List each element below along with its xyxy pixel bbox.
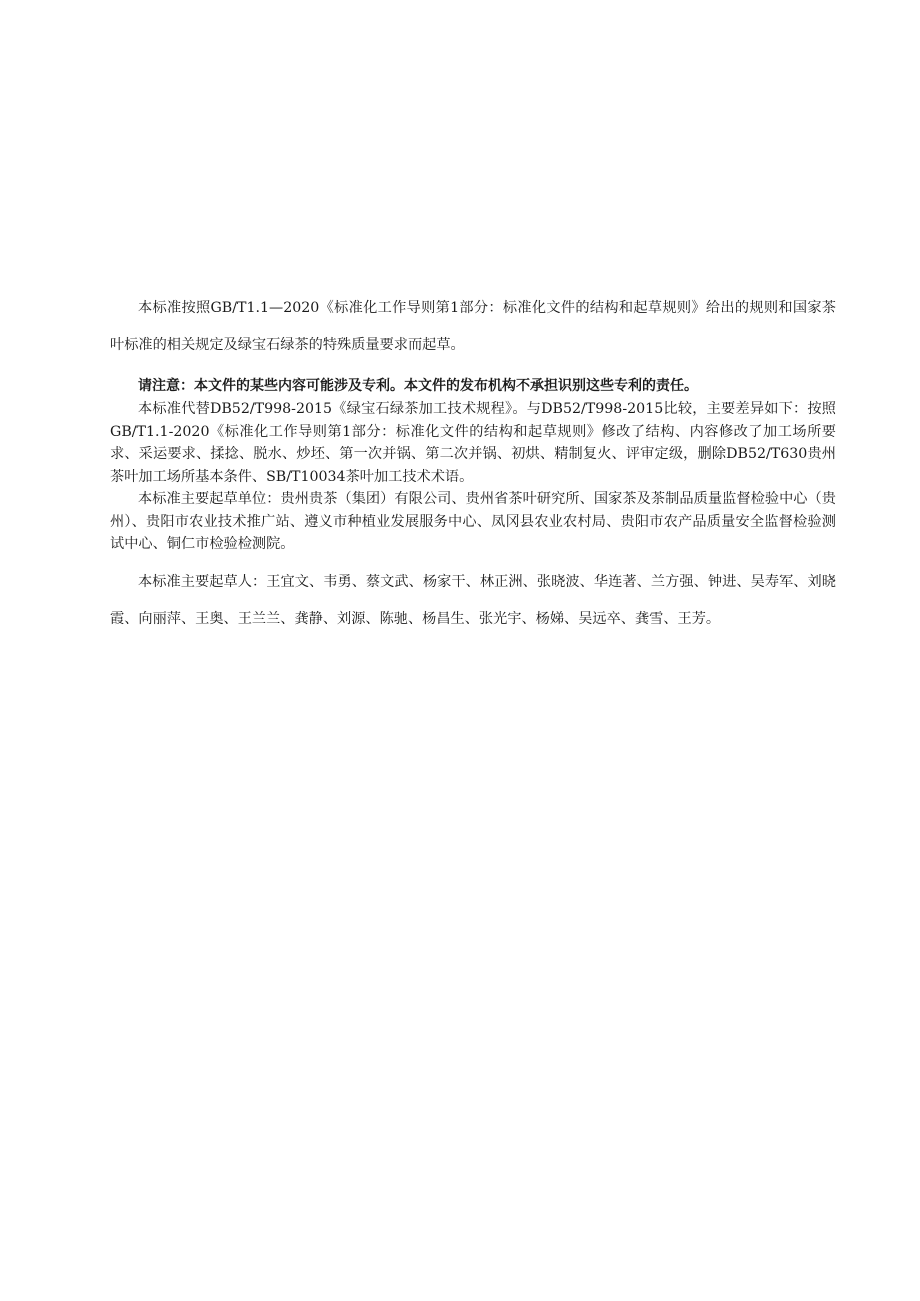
document-page [110,290,836,638]
drafters-paragraph: 本标准主要起草人：王宜文、韦勇、蔡文武、杨家干、林正洲、张晓波、华连著、兰方强、钟进、吴寿军、刘晓霞、向丽萍、王奥、王兰兰、龚静、刘源、陈驰、杨昌生、张光宇、杨娣、吴远卒、龚雪、王芳。 [110,573,836,627]
patent-notice-paragraph: 请注意：本文件的某些内容可能涉及专利。本文件的发布机构不承担识别这些专利的责任。 [138,378,698,394]
replacement-paragraph: 本标准代替DB52/T998-2015《绿宝石绿茶加工技术规程》。与DB52/T998-2015比较，主要差异如下：按照GB/T1.1-2020《标准化工作导则第1部分：标准化文件的结构和起草规则》修改了结构、内容修改了加工场所要求、采运要求、揉捻、脱水、炒坯、第一次并锅、第二次并锅、初烘、精制复火、评审定级，删除DB52/T630贵州茶叶加工场所基本条件、SB/T10034茶叶加工技术术语。 [110,401,836,485]
drafting-basis-paragraph: 本标准按照GB/T1.1—2020《标准化工作导则第1部分：标准化文件的结构和起草规则》给出的规则和国家茶叶标准的相关规定及绿宝石绿茶的特殊质量要求而起草。 [110,300,836,353]
drafting-units-paragraph: 本标准主要起草单位：贵州贵茶（集团）有限公司、贵州省茶叶研究所、国家茶及茶制品质量监督检验中心（贵州）、贵阳市农业技术推广站、遵义市种植业发展服务中心、凤冈县农业农村局、贵阳市农产品质量安全监督检验测试中心、铜仁市检验检测院。 [110,491,836,552]
